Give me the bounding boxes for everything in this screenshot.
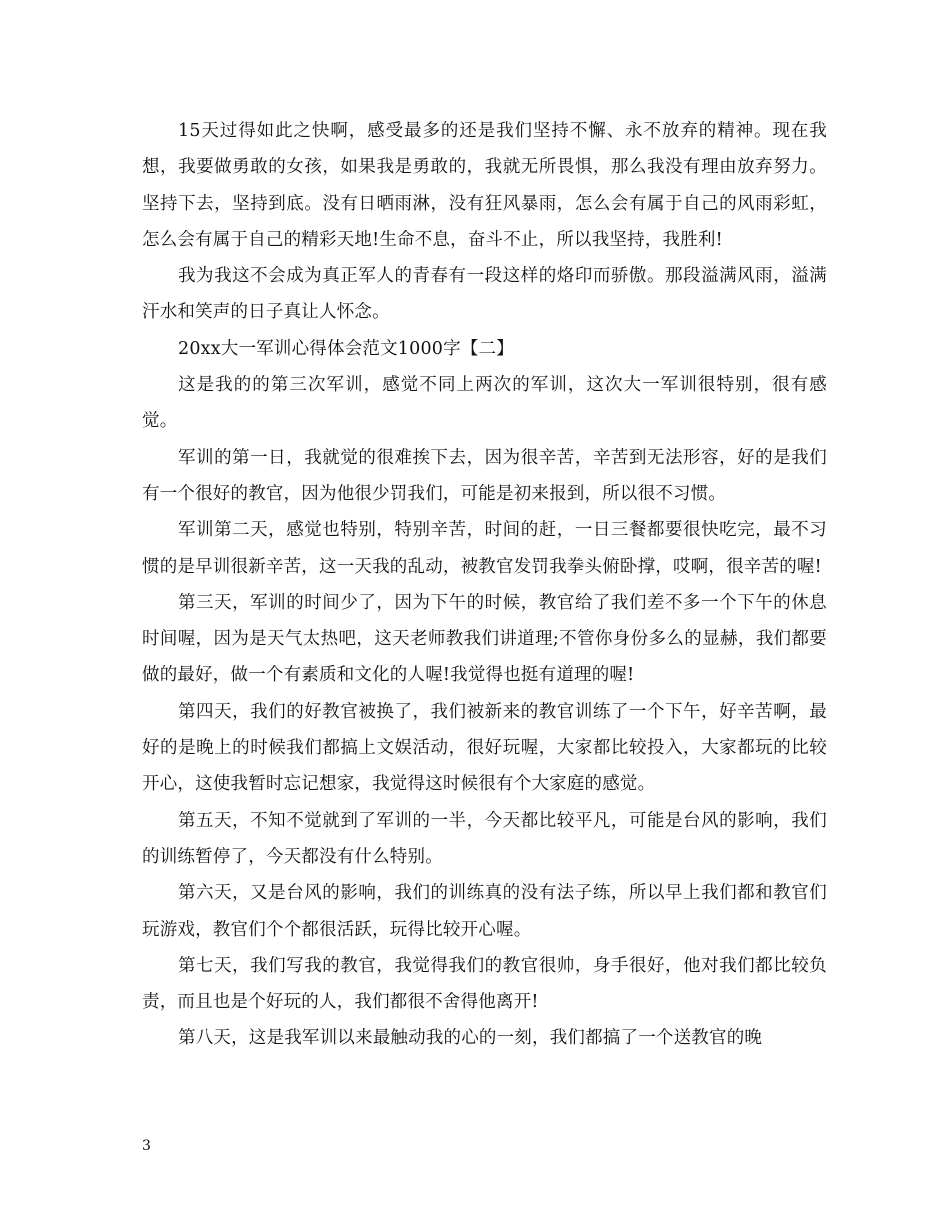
paragraph-5: 军训第二天，感觉也特别，特别辛苦，时间的赶，一日三餐都要很快吃完，最不习惯的是早训很新辛苦，这一天我的乱动，被教官发罚我拳头俯卧撑，哎啊，很辛苦的喔! bbox=[142, 520, 827, 577]
paragraph-4: 军训的第一日，我就觉的很难挨下去，因为很辛苦，辛苦到无法形容，好的是我们有一个很好的教官，因为他很少罚我们，可能是初来报到，所以很不习惯。 bbox=[142, 447, 827, 504]
section-heading: 20xx大一军训心得体会范文1000字【二】 bbox=[178, 338, 514, 359]
paragraph-3: 这是我的的第三次军训，感觉不同上两次的军训，这次大一军训很特别，很有感觉。 bbox=[142, 375, 827, 432]
paragraph-11: 第八天，这是我军训以来最触动我的心的一刻，我们都搞了一个送教官的晚 bbox=[178, 1028, 763, 1049]
paragraph-6: 第三天，军训的时间少了，因为下午的时候，教官给了我们差不多一个下午的休息时间喔，因为是天气太热吧，这天老师教我们讲道理;不管你身份多么的显赫，我们都要做的最好，做一个有素质和文化的人喔!我觉得也挺有道理的喔! bbox=[142, 592, 827, 686]
paragraph-9: 第六天，又是台风的影响，我们的训练真的没有法子练，所以早上我们都和教官们玩游戏，教官们个个都很活跃，玩得比较开心喔。 bbox=[142, 883, 827, 940]
paragraph-8: 第五天，不知不觉就到了军训的一半，今天都比较平凡，可能是台风的影响，我们的训练暂停了，今天都没有什么特别。 bbox=[142, 810, 827, 867]
document-body bbox=[142, 113, 827, 1057]
paragraph-7: 第四天，我们的好教官被换了，我们被新来的教官训练了一个下午，好辛苦啊，最好的是晚上的时候我们都搞上文娱活动，很好玩喔，大家都比较投入，大家都玩的比较开心，这使我暂时忘记想家，我觉得这时候很有个大家庭的感觉。 bbox=[142, 701, 827, 795]
paragraph-10: 第七天，我们写我的教官，我觉得我们的教官很帅，身手很好，他对我们都比较负责，而且也是个好玩的人，我们都很不舍得他离开! bbox=[142, 955, 827, 1013]
paragraph-1: 15天过得如此之快啊，感受最多的还是我们坚持不懈、永不放弃的精神。现在我想，我要做勇敢的女孩，如果我是勇敢的，我就无所畏惧，那么我没有理由放弃努力。坚持下去，坚持到底。没有日晒雨淋，没有狂风暴雨，怎么会有属于自己的风雨彩虹，怎么会有属于自己的精彩天地!生命不息，奋斗不止，所以我坚持，我胜利! bbox=[142, 121, 827, 250]
paragraph-2: 我为我这不会成为真正军人的青春有一段这样的烙印而骄傲。那段溢满风雨，溢满汗水和笑声的日子真让人怀念。 bbox=[142, 266, 827, 323]
page-number: 3 bbox=[142, 1138, 151, 1154]
